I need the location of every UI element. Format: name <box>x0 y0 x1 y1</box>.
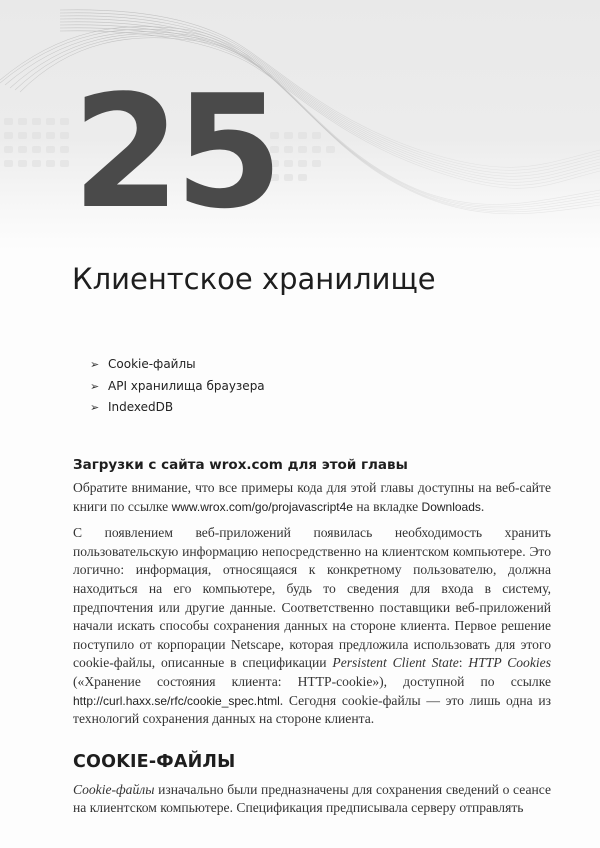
downloads-tab-name: Downloads <box>421 499 481 514</box>
text: : <box>458 655 469 671</box>
downloads-heading: Загрузки с сайта wrox.com для этой главы <box>73 457 408 473</box>
text: на вкладке <box>352 498 422 514</box>
chapter-title: Клиентское хранилище <box>72 262 436 296</box>
text: С появлением веб-приложений появилась необходимость хранить пользовательскую информацию непосредственно на клиентском компьютере. Это логично: информация, относящаяся к конкретному пользователю, должна находиться на его компьютере, будь то сведения для входа в систему, предпочтения или другие данные. Соответственно поставщики веб-приложений начали искать способы сохранения данных на стороне клиента. Первое решение поступило от корпорации Netscape, которая предложила использовать для этого cookie-файлы, описанные в спецификации <box>73 525 551 671</box>
topic-item-indexeddb <box>90 397 265 419</box>
topic-item-storage-api <box>90 376 265 398</box>
topic-item-cookies <box>90 354 265 376</box>
spec-title: Persistent Client State <box>332 655 459 671</box>
chapter-body <box>73 456 551 818</box>
spec-subtitle: HTTP Cookies <box>468 655 551 671</box>
text: («Хранение состояния клиента: HTTP-cookie»), доступной по ссылке <box>73 673 551 689</box>
text: Обратите внимание, что все примеры кода для этой главы доступны на веб-сайте книги по ссылке <box>73 480 551 514</box>
topic-label: Cookie-файлы <box>108 357 196 371</box>
arrowhead-bullet-icon: ➢ <box>90 379 100 393</box>
intro-paragraph <box>73 524 551 729</box>
text: . Сегодня cookie-файлы — это лишь одна из технологий сохранения данных на стороне клиента. <box>73 692 551 727</box>
text: . <box>480 498 485 514</box>
text: изначально были предназначены для сохранения сведений о сеансе на клиентском компьютере. Спецификация предписывала серверу отправлять <box>73 781 551 816</box>
arrowhead-bullet-icon: ➢ <box>90 401 100 414</box>
cookies-paragraph <box>73 781 551 818</box>
term: Cookie-файлы <box>73 781 155 797</box>
downloads-link[interactable]: www.wrox.com/go/projavascript4e <box>171 499 353 514</box>
cookie-spec-link[interactable]: http://curl.haxx.se/rfc/cookie_spec.html <box>73 693 280 708</box>
chapter-topics-list <box>90 354 265 419</box>
chapter-banner <box>0 0 600 250</box>
topic-label: IndexedDB <box>108 400 174 414</box>
chapter-number: 25 <box>72 61 278 243</box>
topic-label: API хранилища браузера <box>108 378 265 393</box>
downloads-paragraph <box>73 479 551 516</box>
section-heading-cookies: COOKIE-ФАЙЛЫ <box>73 751 236 772</box>
arrowhead-bullet-icon: ➢ <box>90 358 100 371</box>
